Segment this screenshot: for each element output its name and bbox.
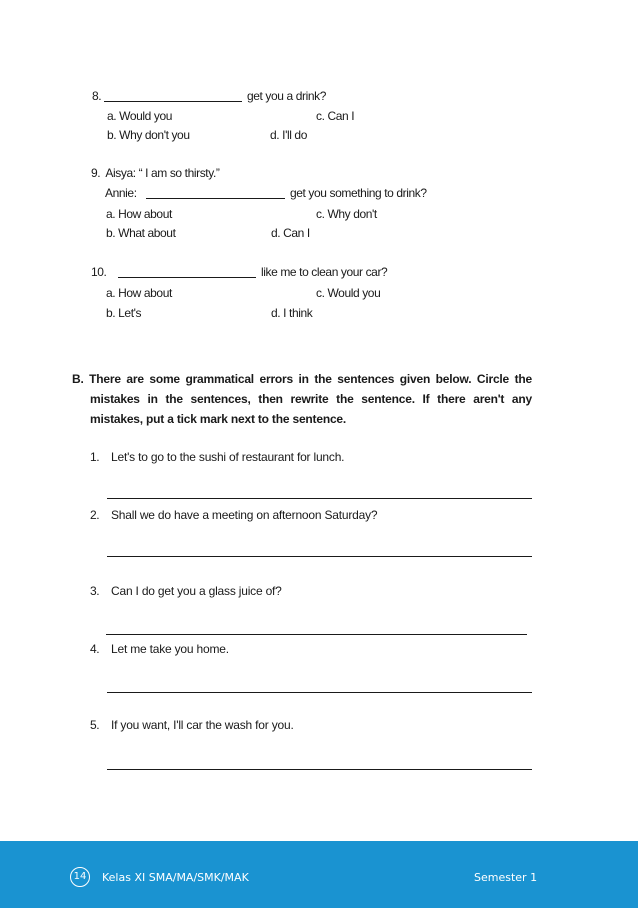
item-1-number: 1.	[90, 450, 100, 464]
item-1-answer-line[interactable]	[107, 498, 532, 499]
q8-option-a[interactable]: a. Would you	[107, 109, 173, 123]
instruction-line-1: B. There are some grammatical errors in the sentences given below. Circle the	[72, 372, 532, 386]
q9-blank[interactable]	[146, 198, 285, 199]
q9-prompt: 9. Aisya: “ I am so thirsty.”	[91, 166, 220, 180]
item-2-sentence: Shall we do have a meeting on afternoon Saturday?	[111, 508, 378, 522]
semester-label: Semester 1	[474, 871, 538, 884]
q10-option-c[interactable]: c. Would you	[316, 286, 381, 300]
item-5-answer-line[interactable]	[107, 769, 532, 770]
q8-option-b[interactable]: b. Why don't you	[107, 128, 190, 142]
q10-stem: like me to clean your car?	[261, 265, 388, 279]
item-5-sentence: If you want, I'll car the wash for you.	[111, 718, 294, 732]
item-1-sentence: Let's to go to the sushi of restaurant for lunch.	[111, 450, 345, 464]
q8-stem: get you a drink?	[247, 89, 326, 103]
q10-blank[interactable]	[118, 277, 256, 278]
item-4-answer-line[interactable]	[107, 692, 532, 693]
item-3-answer-line[interactable]	[106, 634, 527, 635]
q9-option-d[interactable]: d. Can I	[271, 226, 310, 240]
q10-option-b[interactable]: b. Let's	[106, 306, 142, 320]
q8-number: 8.	[92, 89, 102, 103]
item-3-sentence: Can I do get you a glass juice of?	[111, 584, 282, 598]
item-4-number: 4.	[90, 642, 100, 656]
item-3-number: 3.	[90, 584, 100, 598]
item-2-number: 2.	[90, 508, 100, 522]
item-2-answer-line[interactable]	[107, 556, 532, 557]
q9-stem: get you something to drink?	[290, 186, 427, 200]
q9-option-c[interactable]: c. Why don't	[316, 207, 377, 221]
q8-option-d[interactable]: d. I'll do	[270, 128, 307, 142]
q9-speaker: Annie:	[105, 186, 137, 200]
book-title: Kelas XI SMA/MA/SMK/MAK	[102, 871, 249, 884]
q10-option-d[interactable]: d. I think	[271, 306, 313, 320]
instruction-line-2: mistakes in the sentences, then rewrite the sentence. If there aren't any	[90, 392, 532, 406]
page-number: 14	[70, 867, 90, 887]
item-4-sentence: Let me take you home.	[111, 642, 229, 656]
q9-option-a[interactable]: a. How about	[106, 207, 172, 221]
item-5-number: 5.	[90, 718, 100, 732]
q10-number: 10.	[91, 265, 107, 279]
q9-option-b[interactable]: b. What about	[106, 226, 176, 240]
instruction-line-3: mistakes, put a tick mark next to the sentence.	[90, 412, 347, 426]
footer-bar	[0, 841, 638, 908]
q8-blank[interactable]	[104, 101, 242, 102]
section-b-instructions	[72, 369, 532, 429]
q8-option-c[interactable]: c. Can I	[316, 109, 355, 123]
q10-option-a[interactable]: a. How about	[106, 286, 172, 300]
